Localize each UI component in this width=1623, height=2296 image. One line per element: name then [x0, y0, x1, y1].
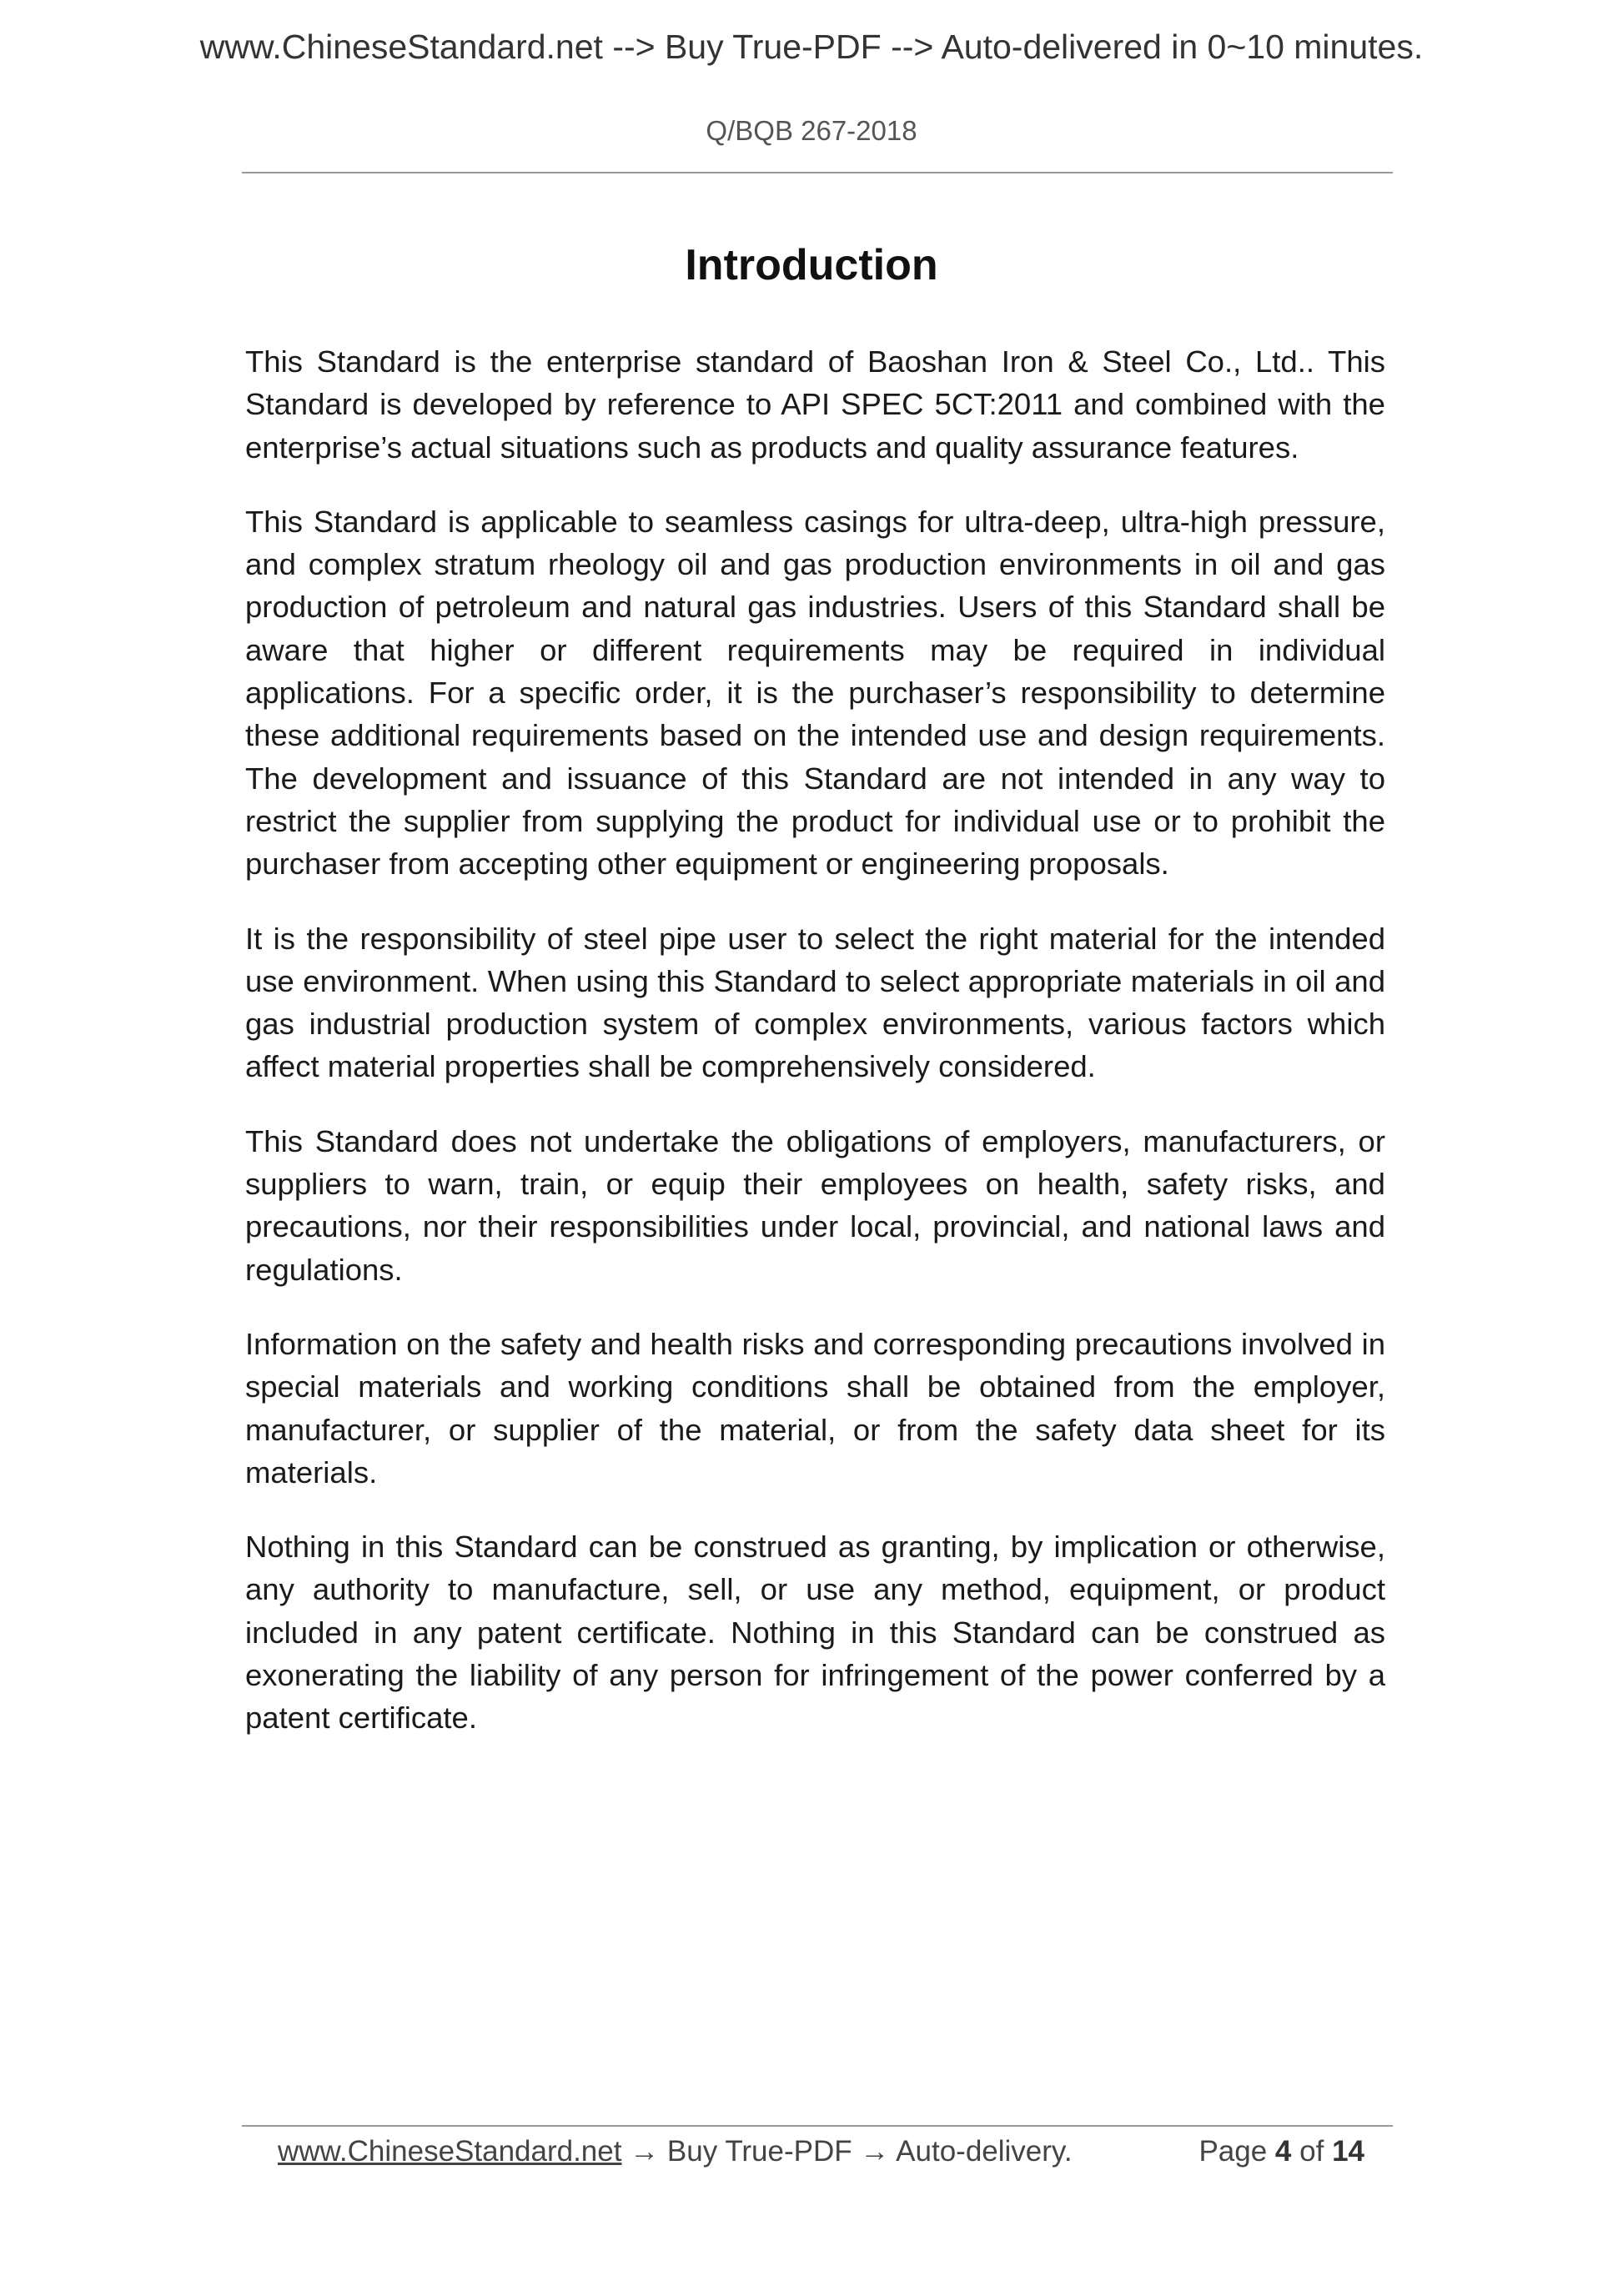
header-divider: [242, 172, 1393, 173]
page-number: 4: [1274, 2135, 1292, 2168]
document-code: Q/BQB 267-2018: [706, 115, 917, 146]
page-indicator: [1198, 2132, 1364, 2172]
body-text: [245, 340, 1385, 1771]
footer-promo-text: → Buy True-PDF → Auto-delivery.: [621, 2135, 1073, 2168]
footer-divider: [242, 2125, 1393, 2127]
paragraph-6: Nothing in this Standard can be construed as granting, by implication or otherwise, any authority to manufacture, sell, or use any method, equipment, or product included in any patent certificate. Nothing in this Standard can be construed as exonerating the liability of any person for infringement of the power conferred by a patent certificate.: [245, 1530, 1385, 1736]
site-banner: www.ChineseStandard.net --> Buy True-PDF --> Auto-delivered in 0~10 minutes.: [199, 28, 1424, 66]
of-label: of: [1299, 2135, 1324, 2168]
page-label: Page: [1198, 2135, 1268, 2168]
paragraph-2: This Standard is applicable to seamless casings for ultra-deep, ultra-high pressure, and complex stratum rheology oil and gas production environments in oil and gas production of petroleum and natural gas industries. Users of this Standard shall be aware that higher or different requirements may be required in individual applications. For a specific order, it is the purchaser’s responsibility to determine these additional requirements based on the intended use and design requirements. The development and issuance of this Standard are not intended in any way to restrict the supplier from supplying the product for individual use or to prohibit the purchaser from accepting other equipment or engineering proposals.: [245, 504, 1385, 882]
paragraph-3: It is the responsibility of steel pipe user to select the right material for the intended use environment. When using this Standard to select appropriate materials in oil and gas industrial production system of complex environments, various factors which affect material properties shall be comprehensively considered.: [245, 921, 1385, 1084]
footer-site-link[interactable]: www.ChineseStandard.net: [278, 2135, 622, 2168]
paragraph-1: This Standard is the enterprise standard of Baoshan Iron & Steel Co., Ltd.. This Standard is developed by reference to API SPEC 5CT:2011 and combined with the enterprise’s actual situations such as products and quality assurance features.: [245, 344, 1385, 465]
footer-promo: [278, 2132, 1073, 2172]
page-total: 14: [1332, 2135, 1364, 2168]
paragraph-4: This Standard does not undertake the obligations of employers, manufacturers, or suppliers to warn, train, or equip their employees on health, safety risks, and precautions, nor their responsibilities under local, provincial, and national laws and regulations.: [245, 1123, 1385, 1287]
paragraph-5: Information on the safety and health risks and corresponding precautions involved in special materials and working conditions shall be obtained from the employer, manufacturer, or supplier of the material, or from the safety data sheet for its materials.: [245, 1326, 1385, 1490]
page-title: Introduction: [685, 241, 938, 289]
